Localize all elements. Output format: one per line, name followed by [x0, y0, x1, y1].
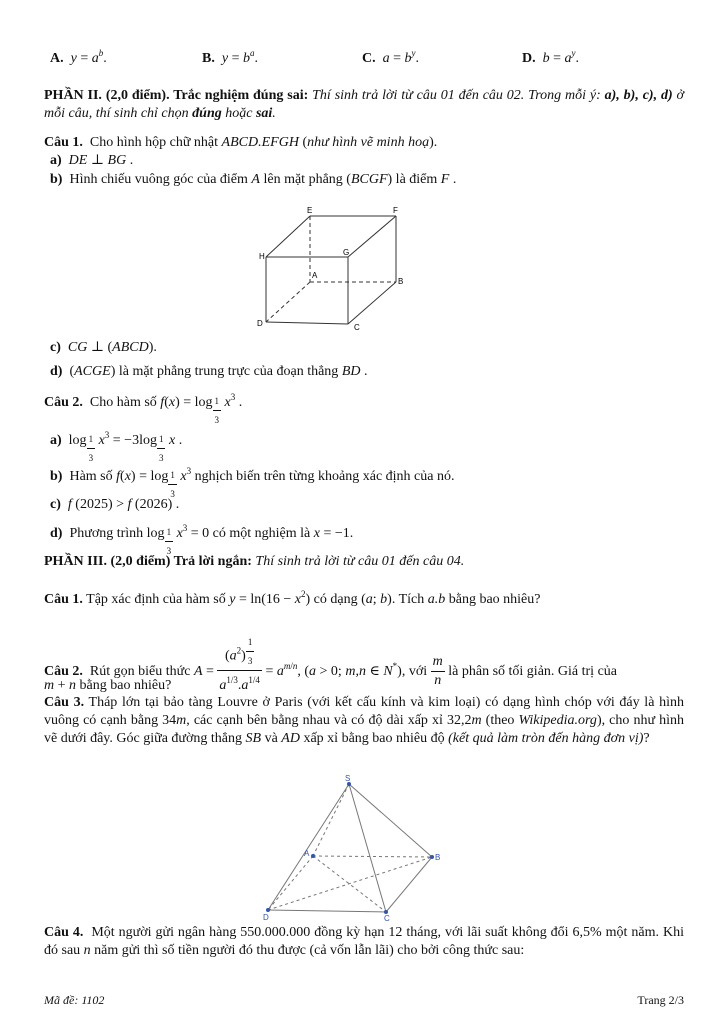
p2-q2-stem: Câu 2. Cho hàm số f(x) = log $\frac{1}{3}$ $x^3$ . — [44, 392, 243, 426]
p2-q1-c: c) CG ⊥ (ABCD). — [50, 340, 157, 355]
vertex-a: A — [312, 271, 318, 280]
option-d: D. $b = a^y$. — [522, 48, 580, 66]
box-figure — [250, 202, 420, 337]
p3-q2-cont: m + n bằng bao nhiêu? — [44, 678, 172, 693]
p2-q1-d: d) (ACGE) là mặt phẳng trung trực của đoạn thẳng BD . — [50, 364, 368, 379]
vertex-d2: D — [263, 913, 269, 922]
p2-q2-d: d) Phương trình log $\frac{1}{3}$ $x^3 = 0$ có một nghiệm là x = −1. — [50, 523, 354, 557]
vertex-e: E — [307, 206, 313, 215]
vertex-g: G — [343, 248, 350, 257]
p2-q1-stem: Câu 1. Cho hình hộp chữ nhật ABCD.EFGH (như hình vẽ minh hoạ). — [44, 135, 438, 150]
p3-q4: Câu 4. Một người gửi ngân hàng 550.000.000 đồng kỳ hạn 12 tháng, với lãi suất không đổi 6,5% một năm. Khi đó sau n năm gửi thì số tiền người đó thu được (cả vốn lẫn lãi) cho bởi công thức sau: — [44, 925, 684, 958]
part3-heading: PHẦN III. (2,0 điểm) Trả lời ngắn: Thí sinh trả lời từ câu 01 đến câu 04. — [44, 554, 465, 569]
pyramid-figure — [258, 772, 448, 922]
p3-q2: Câu 2. Rút gọn biểu thức A = $(a^2)$ $^{\frac{1}{3}}$ $a^{1/3}.a^{1/4}$ = $a^{m/n}$, (a > 0; m,n ∈ N*), với $\frac{m}{n}$ là phân số tối giản. Giá trị của — [44, 633, 684, 695]
vertex-a2: A — [304, 849, 310, 858]
vertex-h: H — [259, 252, 265, 261]
vertex-c2: C — [384, 914, 390, 922]
p2-q2-c: c) f (2025) > f (2026) . — [50, 497, 180, 512]
option-a: A. $y = a^b$. — [50, 48, 107, 66]
vertex-f: F — [393, 206, 398, 215]
p2-q2-b: b) Hàm số f(x) = log $\frac{1}{3}$ $x^3$ nghịch biến trên từng khoảng xác định của nó. — [50, 466, 455, 500]
vertex-b2: B — [435, 853, 441, 862]
p2-q2-a: a) log $\frac{1}{3}$ $x^3 = -3\log$ $\frac{1}{3}$ x . — [50, 430, 183, 464]
p2-q1-a: a) DE ⊥ BG . — [50, 153, 134, 168]
page-number: Trang 2/3 — [637, 993, 684, 1007]
vertex-s: S — [345, 774, 351, 783]
vertex-d: D — [257, 319, 263, 328]
vertex-b: B — [398, 277, 404, 286]
part2-heading: PHẦN II. (2,0 điểm). Trắc nghiệm đúng sai: Thí sinh trả lời từ câu 01 đến câu 02. Trong mỗi ý: a), b), c), d) ở mỗi câu, thí sinh chỉ chọn đúng hoặc sai. — [44, 88, 684, 121]
option-b: B. $y = b^a$. — [202, 48, 258, 66]
p3-q3: Câu 3. Tháp lớn tại bảo tàng Louvre ở Paris (với kết cấu kính và kim loại) có dạng hình chóp với đáy là hình vuông có cạnh bằng 34m, các cạnh bên bằng nhau và có độ dài xấp xỉ 32,2m (theo Wikipedia.org), cho như hình vẽ dưới đây. Góc giữa đường thẳng SB và AD xấp xỉ bằng bao nhiêu độ (kết quả làm tròn đến hàng đơn vị)? — [44, 695, 685, 746]
vertex-c: C — [354, 323, 360, 332]
p3-q1: Câu 1. Tập xác định của hàm số $y = \ln(16 - x^2)$ có dạng (a; b). Tích a.b bằng bao nhiêu? — [44, 589, 541, 607]
exam-code: Mã đề: 1102 — [44, 993, 105, 1007]
p2-q1-b: b) Hình chiếu vuông góc của điểm A lên mặt phẳng (BCGF) là điểm F . — [50, 172, 457, 187]
option-c: C. $a = b^y$. — [362, 48, 420, 66]
